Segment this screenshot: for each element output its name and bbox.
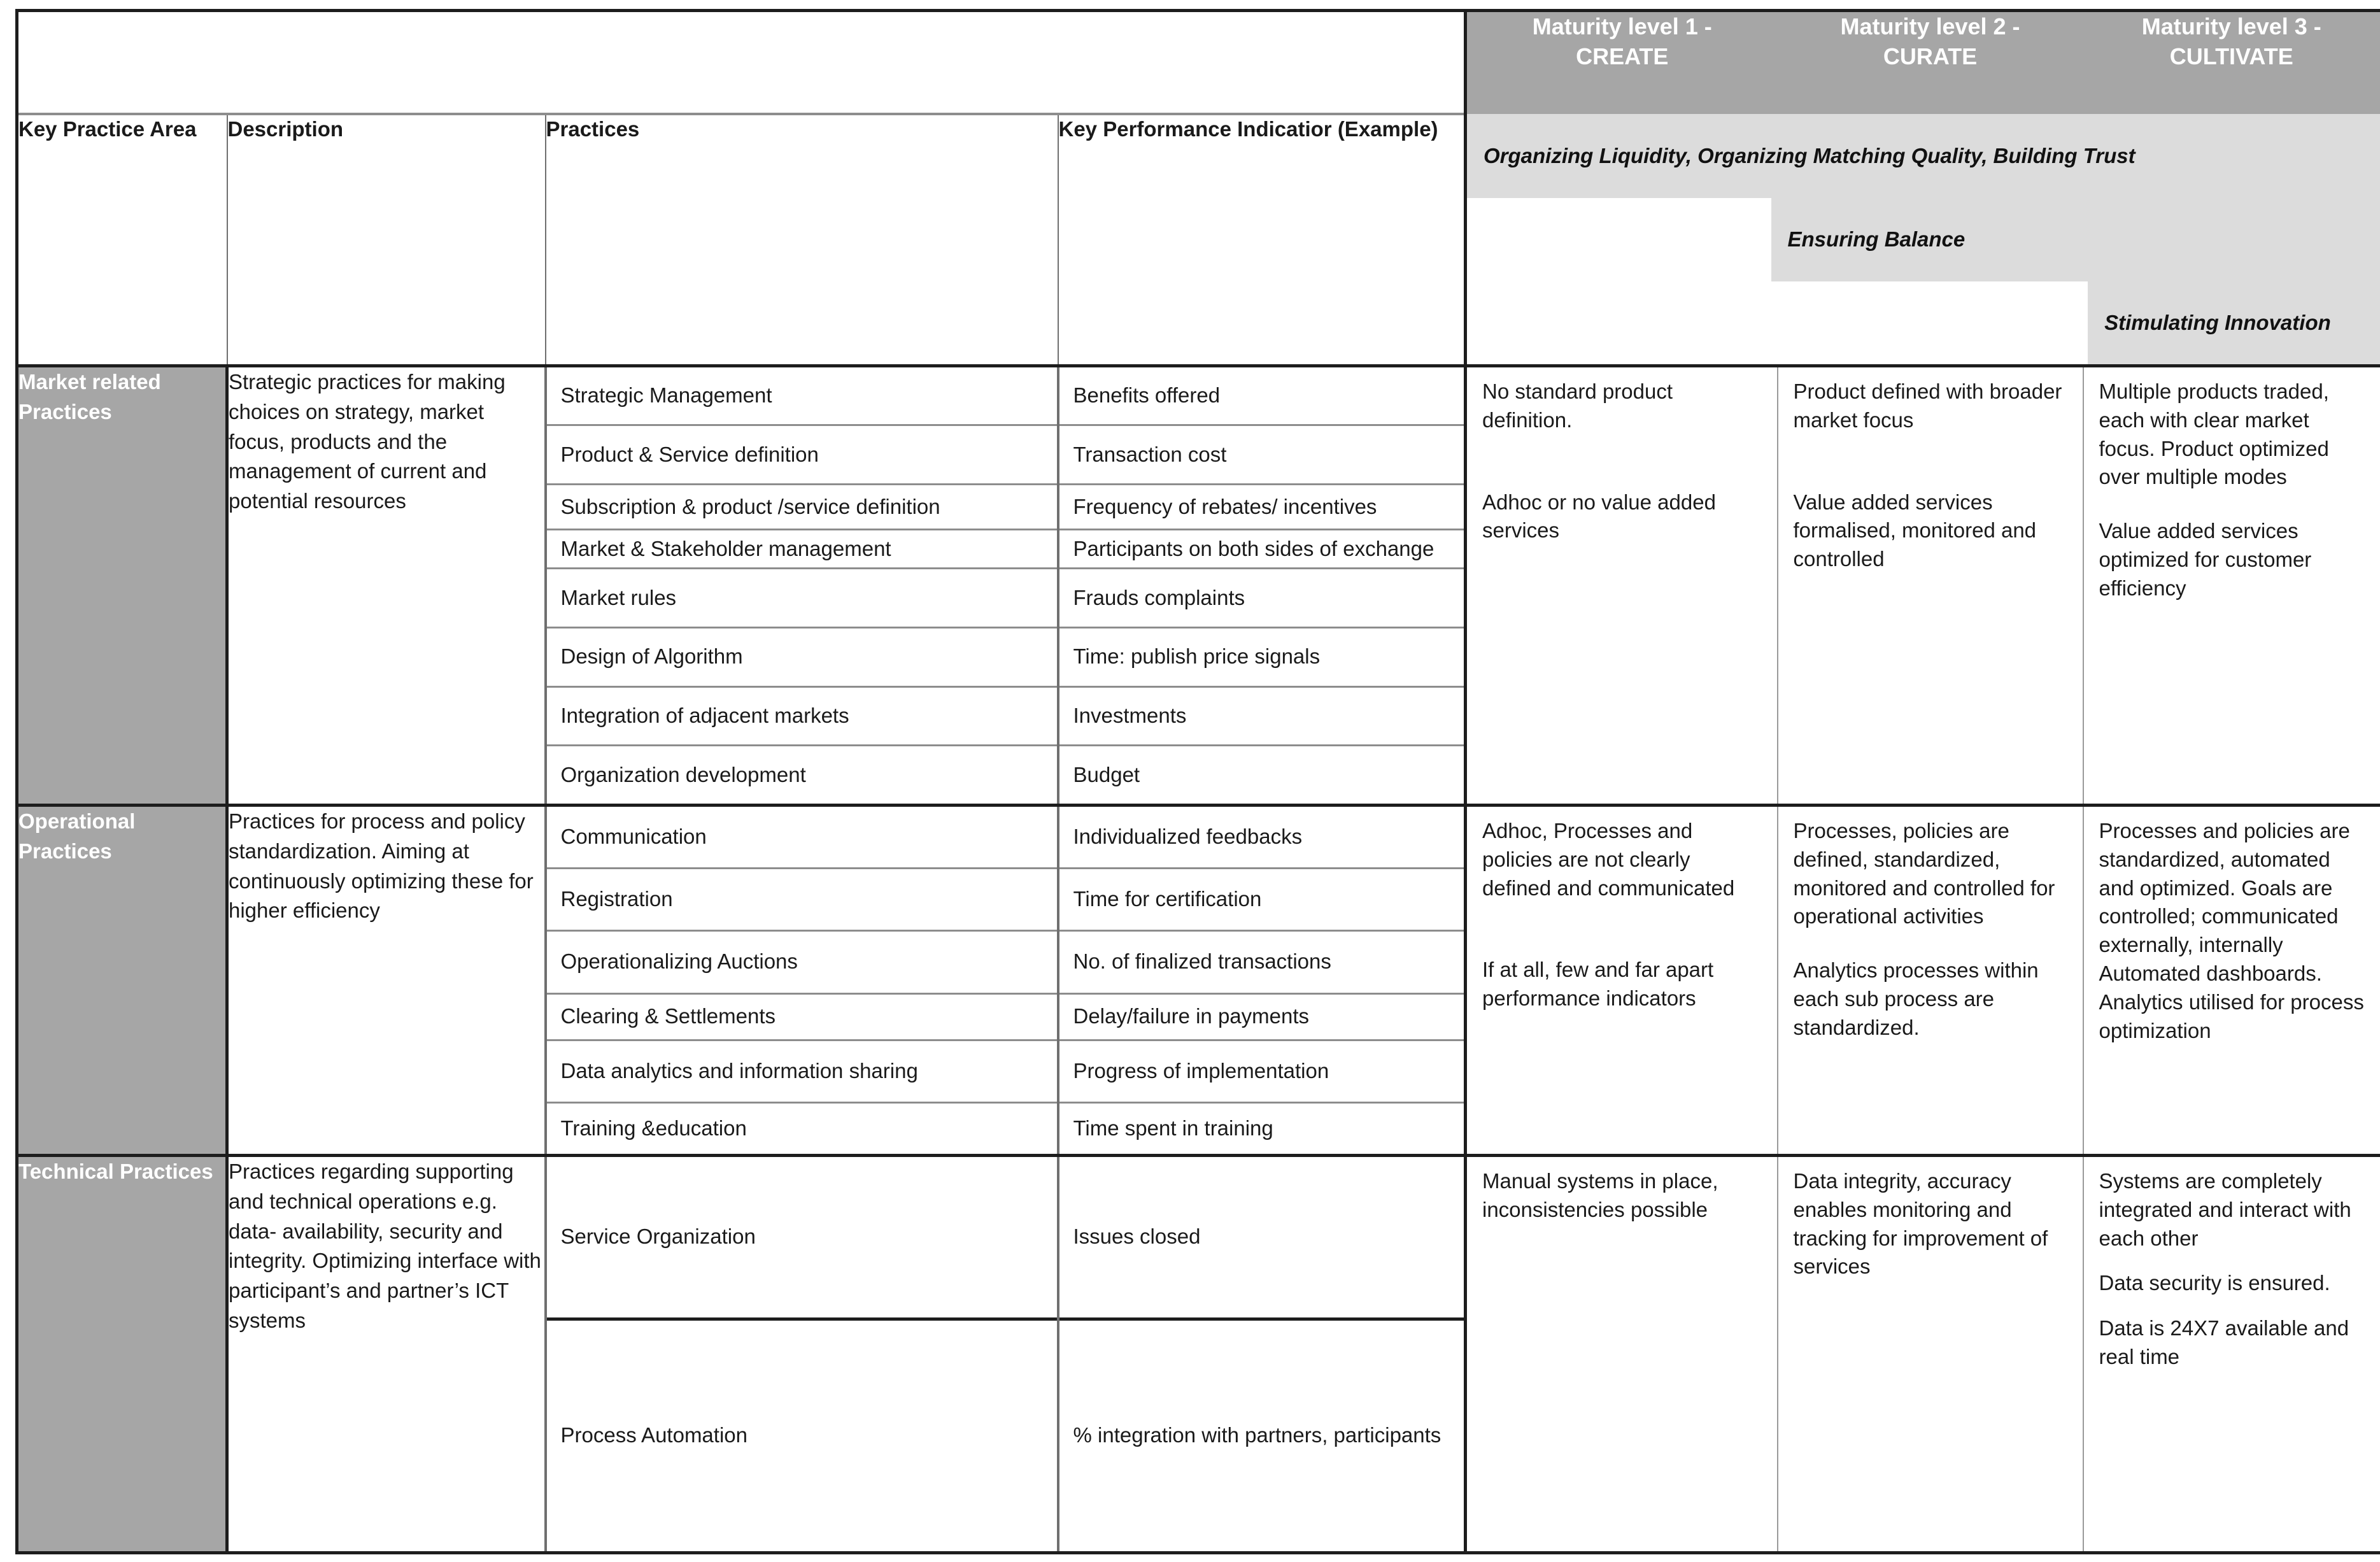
- kpi-item: Time for certification: [1059, 869, 1464, 932]
- kpi-item: Budget: [1073, 762, 1140, 786]
- kpi-item: Investments: [1059, 688, 1464, 747]
- level2-paragraph: Product defined with broader market focus: [1793, 379, 2062, 432]
- practice-item: Data analytics and information sharing: [547, 1041, 1057, 1104]
- theme-band-3: Stimulating Innovation: [2088, 281, 2380, 364]
- section-row-technical: [17, 1155, 2380, 1552]
- practice-item: Market & Stakeholder management: [547, 530, 1057, 569]
- kpi-item: Time: publish price signals: [1059, 628, 1464, 688]
- level3-paragraph: Multiple products traded, each with clear market focus. Product optimized over multiple modes: [2099, 379, 2329, 489]
- maturity-level-3-line1: Maturity level 3 -: [2141, 13, 2321, 39]
- practices-cell-market: [546, 366, 1058, 805]
- practice-item: Integration of adjacent markets: [547, 688, 1057, 747]
- level2-paragraph: Data integrity, accuracy enables monitoring and tracking for improvement of services: [1793, 1168, 2048, 1279]
- theme-band-1: Organizing Liquidity, Organizing Matching Quality, Building Trust: [1467, 114, 2380, 197]
- level1-paragraph: No standard product definition.: [1482, 379, 1673, 432]
- practice-item: Communication: [547, 807, 1057, 869]
- section-row-operational: [17, 805, 2380, 1155]
- theme-band-2: Ensuring Balance: [1771, 198, 2380, 281]
- level1-cell-operational: [1466, 805, 1778, 1155]
- kpi-item: Issues closed: [1059, 1157, 1464, 1321]
- level1-cell-market: [1466, 366, 1778, 805]
- kpi-item: Participants on both sides of exchange: [1059, 530, 1464, 569]
- practice-item: Organization development: [560, 762, 806, 786]
- level3-paragraph: Data security is ensured.: [2099, 1271, 2330, 1295]
- column-header-key-practice-area: Key Practice Area: [17, 114, 227, 366]
- kpi-cell-market: [1058, 366, 1466, 805]
- level1-paragraph: Adhoc or no value added services: [1482, 490, 1716, 543]
- description-market-related-practices: Strategic practices for making choices on strategy, market focus, products and the management of current and potential resources: [227, 366, 546, 805]
- level3-cell-operational: [2083, 805, 2380, 1155]
- level2-paragraph: Processes, policies are defined, standardized, monitored and controlled for operational activities: [1793, 818, 2055, 928]
- column-header-kpi: Key Performance Indicatior (Example): [1058, 114, 1466, 366]
- maturity-level-2-header: [1778, 11, 2083, 115]
- kpi-item: Benefits offered: [1059, 367, 1464, 427]
- column-header-description: Description: [227, 114, 546, 366]
- maturity-level-1-line1: Maturity level 1 -: [1532, 13, 1712, 39]
- kpi-cell-operational: [1058, 805, 1466, 1155]
- kpi-cell-technical: [1058, 1155, 1466, 1552]
- kpi-item: No. of finalized transactions: [1059, 932, 1464, 994]
- maturity-level-1-header: [1466, 11, 1778, 115]
- level1-paragraph: Adhoc, Processes and policies are not clearly defined and communicated: [1482, 818, 1735, 900]
- kpi-item: Time spent in training: [1073, 1116, 1273, 1140]
- maturity-matrix-table: [15, 9, 2380, 1554]
- kpa-operational-practices: Operational Practices: [17, 805, 227, 1155]
- practice-item: Training &education: [560, 1116, 747, 1140]
- practice-item: Service Organization: [547, 1157, 1057, 1321]
- practice-item: Design of Algorithm: [547, 628, 1057, 688]
- kpa-technical-practices: Technical Practices: [17, 1155, 227, 1552]
- level2-cell-technical: [1778, 1155, 2083, 1552]
- theme-bands-cell: [1466, 114, 2380, 366]
- level1-cell-technical: [1466, 1155, 1778, 1552]
- level2-paragraph: Analytics processes within each sub process are standardized.: [1793, 958, 2039, 1040]
- level3-paragraph: Value added services optimized for customer efficiency: [2099, 519, 2312, 600]
- practices-cell-technical: [546, 1155, 1058, 1552]
- level3-cell-market: [2083, 366, 2380, 805]
- column-header-practices: Practices: [546, 114, 1058, 366]
- column-header-row: [17, 114, 2380, 366]
- level2-paragraph: Value added services formalised, monitored and controlled: [1793, 490, 2037, 571]
- level3-paragraph: Systems are completely integrated and interact with each other: [2099, 1168, 2351, 1250]
- maturity-level-3-line2: CULTIVATE: [2169, 43, 2293, 69]
- level1-paragraph: If at all, few and far apart performance indicators: [1482, 958, 1714, 1011]
- level2-cell-market: [1778, 366, 2083, 805]
- section-row-market: [17, 366, 2380, 805]
- maturity-level-2-line1: Maturity level 2 -: [1840, 13, 2020, 39]
- kpi-item: Frauds complaints: [1059, 569, 1464, 628]
- practice-item: Clearing & Settlements: [547, 995, 1057, 1042]
- level3-paragraph: Processes and policies are standardized, automated and optimized. Goals are controlled; communicated externally, internally Automated dashboards. Analytics utilised for process optimization: [2099, 818, 2364, 1042]
- maturity-level-3-header: [2083, 11, 2380, 115]
- practice-item: Strategic Management: [547, 367, 1057, 427]
- level3-paragraph: Data is 24X7 available and real time: [2099, 1316, 2349, 1369]
- maturity-header-row: [17, 11, 2380, 115]
- kpi-item: Progress of implementation: [1059, 1041, 1464, 1104]
- level1-paragraph: Manual systems in place, inconsistencies possible: [1482, 1168, 1718, 1221]
- level2-cell-operational: [1778, 805, 2083, 1155]
- level3-cell-technical: [2083, 1155, 2380, 1552]
- practice-item: Subscription & product /service definition: [547, 485, 1057, 530]
- practice-item: Operationalizing Auctions: [547, 932, 1057, 994]
- description-technical-practices: Practices regarding supporting and technical operations e.g. data- availability, security and integrity. Optimizing interface with participant’s and partner’s ICT systems: [227, 1155, 546, 1552]
- kpi-item: Delay/failure in payments: [1059, 995, 1464, 1042]
- practice-item: Process Automation: [560, 1423, 747, 1447]
- practice-item: Registration: [547, 869, 1057, 932]
- kpi-item: Transaction cost: [1059, 426, 1464, 485]
- kpi-item: % integration with partners, participants: [1073, 1423, 1441, 1447]
- maturity-level-2-line2: CURATE: [1883, 43, 1978, 69]
- header-blank-cell: [17, 11, 1466, 115]
- maturity-level-1-line2: CREATE: [1576, 43, 1669, 69]
- practices-cell-operational: [546, 805, 1058, 1155]
- description-operational-practices: Practices for process and policy standardization. Aiming at continuously optimizing these for higher efficiency: [227, 805, 546, 1155]
- kpi-item: Frequency of rebates/ incentives: [1059, 485, 1464, 530]
- kpa-market-related-practices: Market related Practices: [17, 366, 227, 805]
- practice-item: Market rules: [547, 569, 1057, 628]
- practice-item: Product & Service definition: [547, 426, 1057, 485]
- kpi-item: Individualized feedbacks: [1059, 807, 1464, 869]
